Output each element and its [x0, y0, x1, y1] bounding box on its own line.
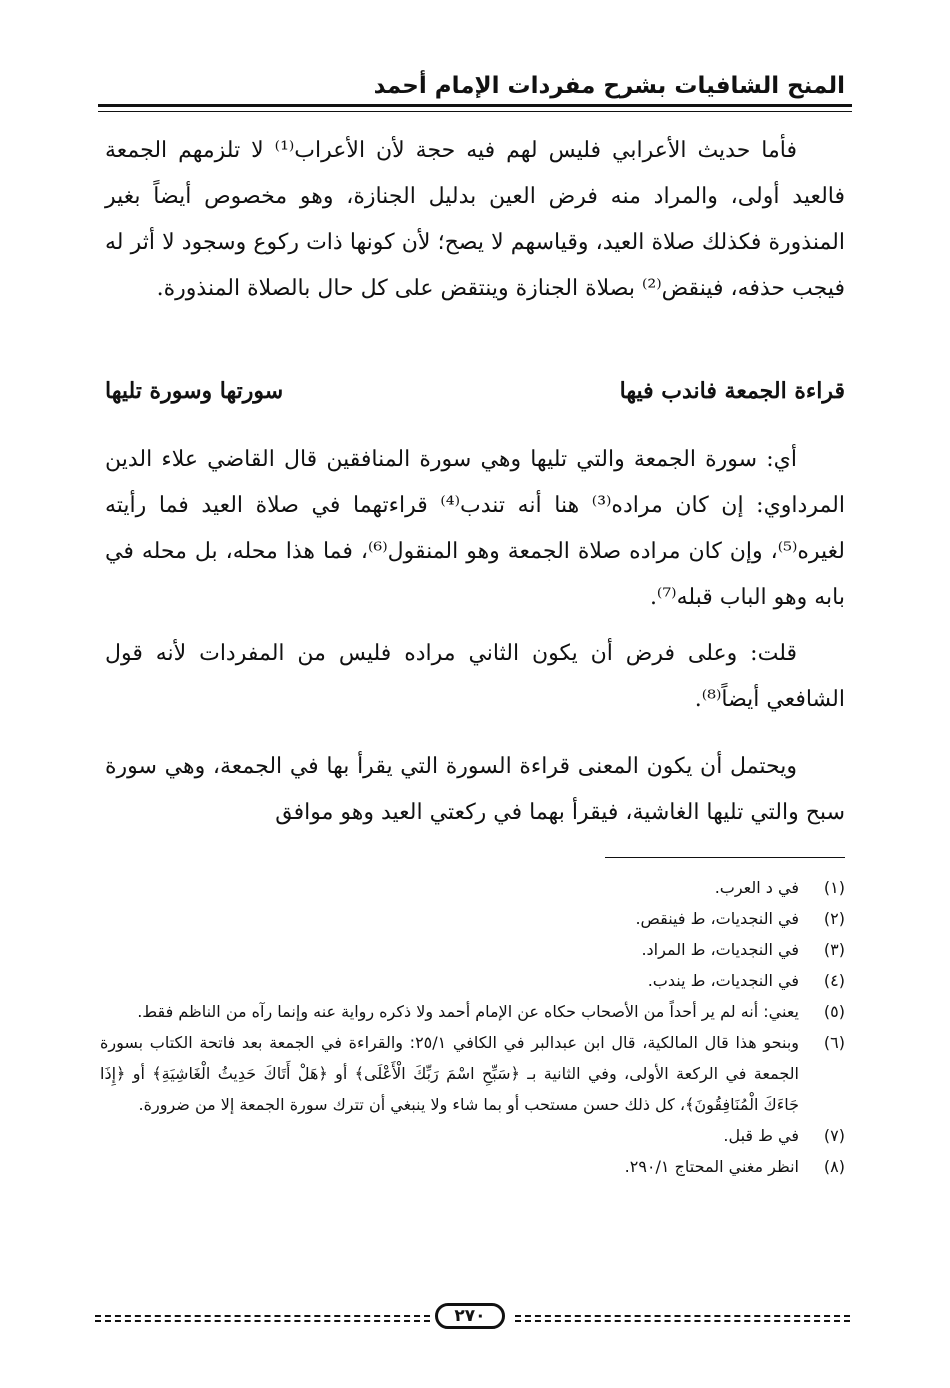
page-footer: [95, 1303, 850, 1329]
footnote-number: (٨): [823, 1157, 845, 1176]
footnote-text: في النجديات، ط المراد.: [641, 940, 799, 959]
footnote-text: وبنحو هذا قال المالكية، قال ابن عبدالبر في الكافي ٢٥/١: والقراءة في الجمعة بعد فاتحة الكتاب بسورة الجمعة في الركعة الأولى، وفي الثانية بـ ﴿سَبِّحِ اسْمَ رَبِّكَ الْأَعْلَى﴾ أو ﴿هَلْ أَتَاكَ حَدِيثُ الْغَاشِيَةِ﴾ أو ﴿إِذَا جَاءَكَ الْمُنَافِقُونَ﴾، كل ذلك حسن مستحب أو بما شاء ولا ينبغي أن تترك سورة الجمعة إلا من ضرورة.: [100, 1033, 799, 1114]
paragraph-2-text: أي: سورة الجمعة والتي تليها وهي سورة المنافقين قال القاضي علاء الدين المرداوي: إن كان مراده⁽³⁾ هنا أنه تندب⁽⁴⁾ قراءتهما في صلاة العيد فما رأيته لغيره⁽⁵⁾، وإن كان مراده صلاة الجمعة وهو المنقول⁽⁶⁾، فما هذا محله، بل محله في بابه وهو الباب قبله⁽⁷⁾.: [105, 447, 845, 610]
footnote: [100, 965, 845, 996]
footnote-number: (١): [823, 878, 845, 897]
page-number: ٢٧٠: [435, 1303, 505, 1329]
running-header-title: المنح الشافيات بشرح مفردات الإمام أحمد: [373, 73, 845, 99]
footnote-separator: [605, 857, 845, 858]
footer-dashed-rule-right: [515, 1315, 850, 1317]
poem-verse: [105, 368, 845, 414]
footnote-number: (٤): [823, 971, 845, 990]
footer-dashed-rule-right-lower: [515, 1320, 850, 1322]
footnote-text: في النجديات، ط يندب.: [647, 971, 799, 990]
footnote: [100, 996, 845, 1027]
footnote-text: في د العرب.: [714, 878, 799, 897]
footnote: [100, 1027, 845, 1120]
paragraph-1-text: فأما حديث الأعرابي فليس لهم فيه حجة لأن الأعراب⁽¹⁾ لا تلزمهم الجمعة فالعيد أولى، والمراد منه فرض العين بدليل الجنازة، وهو مخصوص أيضاً بغير المنذورة فكذلك صلاة العيد، وقياسهم لا يصح؛ لأن كونها ذات ركوع وسجود لا أثر له فيجب حذفه، فينقض⁽²⁾ بصلاة الجنازة وينتقض على كل حال بالصلاة المنذورة.: [105, 138, 845, 301]
paragraph-3-text: قلت: وعلى فرض أن يكون الثاني مراده فليس من المفردات لأنه قول الشافعي أيضاً⁽⁸⁾.: [105, 641, 845, 712]
footnote-text: انظر مغني المحتاج ٢٩٠/١.: [624, 1157, 799, 1176]
footnote: [100, 1151, 845, 1182]
verse-first-hemistich: قراءة الجمعة فاندب فيها: [619, 378, 845, 404]
paragraph-4-text: ويحتمل أن يكون المعنى قراءة السورة التي يقرأ بها في الجمعة، وهي سورة سبح والتي تليها الغاشية، فيقرأ بهما في ركعتي العيد وهو موافق: [105, 754, 845, 825]
footnote: [100, 903, 845, 934]
body-paragraph-3: [105, 631, 845, 723]
body-paragraph-4: [105, 744, 845, 836]
footnote-number: (٣): [823, 940, 845, 959]
footnote: [100, 934, 845, 965]
footnote: [100, 872, 845, 903]
footnotes: [100, 872, 845, 1182]
footer-dashed-rule-left-lower: [95, 1320, 430, 1322]
footnote-text: في ط قبل.: [723, 1126, 799, 1145]
footnote-text: يعني: أنه لم ير أحداً من الأصحاب حكاه عن الإمام أحمد ولا ذكره رواية عنه وإنما رآه من الناظم فقط.: [137, 1002, 799, 1021]
verse-second-hemistich: سورتها وسورة تليها: [105, 378, 284, 404]
footnote-number: (٥): [823, 1002, 845, 1021]
header-rule-thin: [98, 111, 852, 112]
footnote-number: (٢): [823, 909, 845, 928]
footnote-number: (٧): [823, 1126, 845, 1145]
header-rule-thick: [98, 104, 852, 107]
footnote: [100, 1120, 845, 1151]
body-paragraph-2: [105, 437, 845, 621]
body-paragraph-1: [105, 128, 845, 312]
footnote-number: (٦): [823, 1033, 845, 1052]
footer-dashed-rule-left: [95, 1315, 430, 1317]
footnote-text: في النجديات، ط فينقص.: [635, 909, 799, 928]
